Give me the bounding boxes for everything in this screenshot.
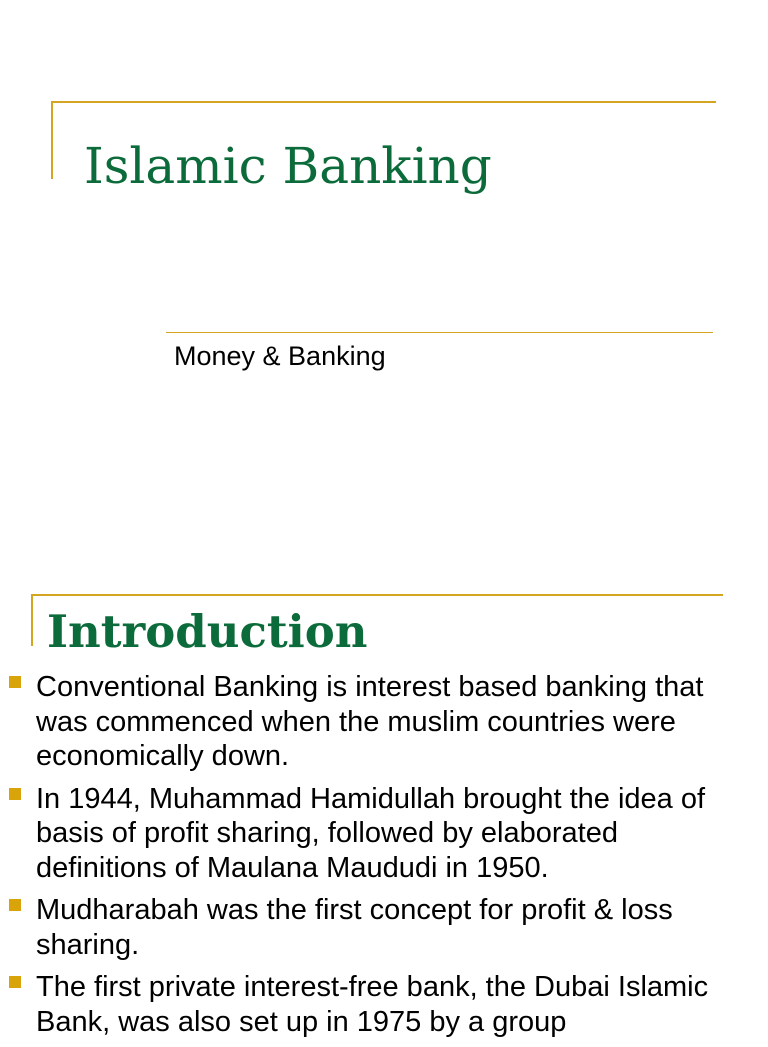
bullet-text: Mudharabah was the first concept for profit & loss sharing. [36, 894, 673, 961]
bullet-text: The first private interest-free bank, the Dubai Islamic Bank, was also set up in 1975 by a group [36, 971, 709, 1038]
intro-frame-left-line [31, 594, 33, 646]
square-bullet-icon [9, 976, 21, 988]
bullet-text: Conventional Banking is interest based banking that was commenced when the muslim countries were economically down. [36, 671, 704, 772]
slide-subtitle: Money & Banking [174, 341, 386, 371]
title-frame-top-line [51, 101, 716, 103]
square-bullet-icon [9, 788, 21, 800]
square-bullet-icon [9, 676, 21, 688]
intro-frame-top-line [31, 594, 723, 596]
bullet-text: In 1944, Muhammad Hamidullah brought the idea of basis of profit sharing, followed by elaborated definitions of Maulana Maududi in 1950. [36, 782, 706, 884]
intro-heading: Introduction [47, 605, 368, 658]
slide-title: Islamic Banking [84, 137, 492, 195]
bullet-item [0, 970, 768, 1039]
bullet-item [0, 782, 768, 886]
subtitle-divider [166, 332, 713, 333]
title-frame-left-line [51, 101, 53, 179]
bullet-list [0, 670, 768, 1047]
bullet-item [0, 893, 768, 962]
square-bullet-icon [9, 899, 21, 911]
bullet-item [0, 670, 768, 774]
